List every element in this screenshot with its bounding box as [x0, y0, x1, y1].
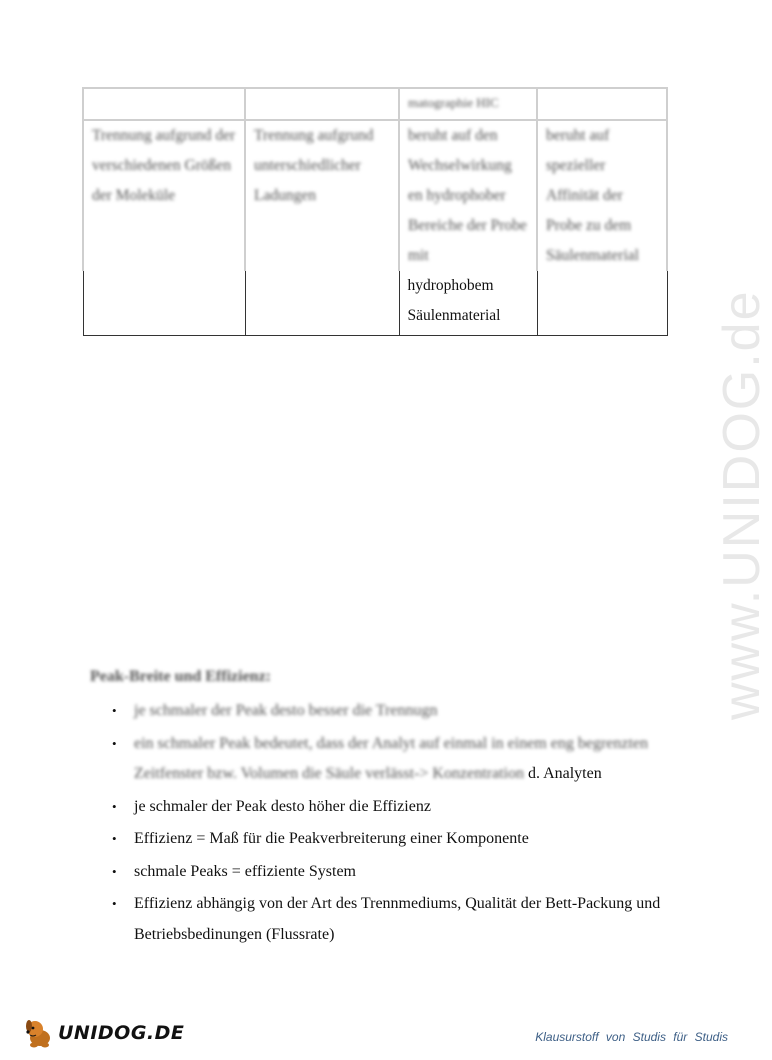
bullet-icon: •	[112, 735, 117, 751]
table-cell	[245, 271, 399, 336]
list-item-text: Effizienz = Maß für die Peakverbreiterung einer Komponente	[134, 830, 529, 847]
bullet-icon: •	[112, 703, 117, 718]
list-item-continuation: d. Analyten	[527, 765, 602, 782]
table-row	[83, 271, 667, 336]
logo-text: UNIDOG.DE	[58, 1022, 185, 1044]
table-cell	[83, 88, 245, 120]
unidog-logo[interactable]	[22, 1016, 184, 1050]
list-item-text: je schmaler der Peak desto besser die Trennugn	[134, 702, 438, 719]
list-item	[110, 729, 670, 790]
separation-methods-table	[82, 87, 668, 336]
bullet-icon: •	[112, 798, 117, 814]
list-item	[110, 889, 670, 950]
table-cell: matographie HIC	[399, 88, 537, 120]
list-item-text: je schmaler der Peak desto höher die Effizienz	[134, 797, 431, 815]
table-cell: hydrophobem Säulenmaterial	[399, 271, 537, 336]
dog-icon	[22, 1016, 56, 1050]
bullet-icon: •	[112, 831, 117, 846]
list-item	[110, 696, 670, 727]
bullet-icon: •	[112, 896, 117, 911]
table-cell	[537, 88, 667, 120]
list-item-text: schmale Peaks = effiziente System	[134, 862, 356, 880]
footer-tagline: Klausurstoff von Studis für Studis	[535, 1030, 728, 1044]
list-item-text: ein schmaler Peak bedeutet, dass der Analyt auf einmal in einem eng begrenzten Zeitfenster bzw. Volumen die Säule verlässt-> Konzentration	[134, 734, 649, 782]
list-item-text: Effizienz abhängig von der Art des Trennmediums, Qualität der Bett-Packung und Betriebsbedinungen (Flussrate)	[134, 895, 661, 943]
table-cell	[83, 271, 245, 336]
table-cell: beruht auf spezieller Affinität der Probe zu dem Säulenmaterial	[537, 120, 667, 271]
table-cell: Trennung aufgrund der verschiedenen Größen der Moleküle	[83, 120, 245, 271]
table-cell	[245, 88, 399, 120]
list-item	[110, 857, 670, 888]
list-item	[110, 792, 670, 823]
table-cell: beruht auf den Wechselwirkung en hydrophober Bereiche der Probe mit	[399, 120, 537, 271]
table-cell: Trennung aufgrund unterschiedlicher Ladungen	[245, 120, 399, 271]
bullet-icon: •	[112, 863, 117, 879]
table-cell	[537, 271, 667, 336]
table-row	[83, 88, 667, 120]
bullet-list	[110, 696, 670, 952]
table-row	[83, 120, 667, 271]
section-heading: Peak-Breite und Effizienz:	[90, 668, 272, 685]
list-item	[110, 824, 670, 855]
watermark: www.UNIDOG.de	[713, 289, 771, 720]
